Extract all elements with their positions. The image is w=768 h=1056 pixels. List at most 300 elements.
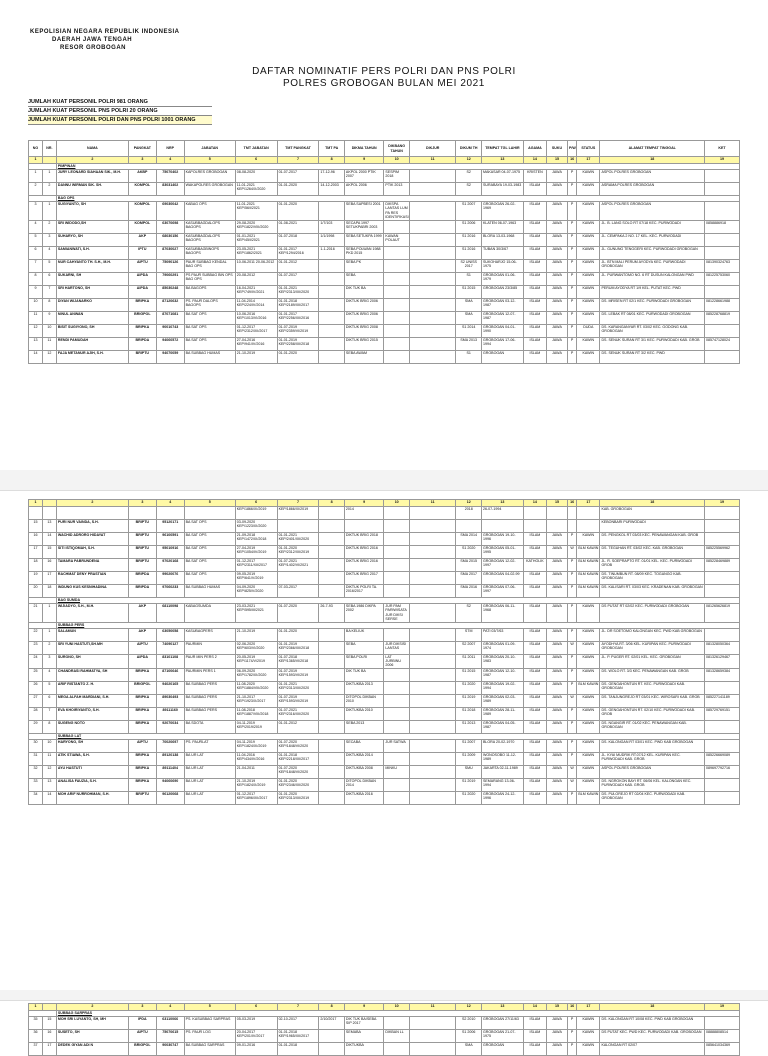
column-number: 12: [456, 1004, 482, 1011]
table-cell: S1 2020: [456, 546, 482, 559]
table-cell: [319, 681, 345, 694]
table-cell: JAWA: [547, 572, 568, 585]
table-cell: ISLAM: [523, 350, 546, 363]
table-cell: KAWIN: [577, 1030, 600, 1043]
table-cell: 96100591: [156, 533, 184, 546]
column-number: 18: [600, 500, 705, 507]
column-number: 18: [600, 1004, 705, 1011]
table-row: [29, 778, 740, 791]
column-header: TMT JABATAN: [235, 141, 277, 157]
table-cell: JAWA: [547, 752, 568, 765]
table-cell: [567, 507, 576, 520]
table-cell: W: [567, 641, 576, 654]
table-cell: GROBOGAN 12-07-1987: [481, 311, 523, 324]
table-cell: 01-01-2020 KEP/2313/XII/2019: [277, 791, 319, 804]
table-cell: KAWAN POLAUT: [384, 233, 410, 246]
table-cell: 17: [29, 546, 43, 559]
column-number-row: [29, 157, 740, 164]
table-cell: 16: [42, 559, 56, 572]
column-number: 6: [235, 1004, 277, 1011]
table-row: [29, 520, 740, 533]
table-cell: [705, 1017, 740, 1030]
table-cell: SMA 2013: [456, 337, 482, 350]
table-cell: BRIPTU: [128, 533, 156, 546]
table-cell: BRIPKA: [128, 298, 156, 311]
table-cell: P: [567, 654, 576, 668]
table-cell: 25: [29, 668, 43, 681]
table-cell: 89111404: [156, 765, 184, 778]
org-line: KEPOLISIAN NEGARA REPUBLIK INDONESIA: [30, 29, 180, 35]
table-cell: 27-04-2019 KEP/1054/IV/2019: [235, 546, 277, 559]
table-cell: JL. CEMPAKA 2 NO. 17 KEL. KEC. PURWODADI: [600, 233, 705, 246]
table-cell: BRIGPOL: [128, 681, 156, 694]
table-cell: 081328050364: [705, 641, 740, 654]
table-cell: [319, 572, 345, 585]
table-cell: DIKTUK BRIG 2006: [344, 311, 384, 324]
table-cell: BA SAT OPS: [184, 533, 235, 546]
table-cell: ASRAMA POLRES GROBOGAN: [600, 183, 705, 196]
table-cell: [705, 324, 740, 337]
table-cell: JUR PAM PARIWISATA JUR DIKSI SERSE: [384, 604, 410, 623]
table-cell: 22: [29, 628, 43, 641]
table-cell: SAMIANWATI, S.H.: [56, 246, 128, 259]
table-cell: KABAGSUMDA: [184, 604, 235, 623]
table-cell: S1 2020: [456, 681, 482, 694]
table-cell: 12: [42, 350, 56, 363]
table-cell: 01-01-2018 KEP/2218/XII/2017: [277, 752, 319, 765]
column-number: 8: [319, 500, 345, 507]
table-cell: JL. DR SOETOMO KALONGAN KEC. PWD KAB GROBOGAN: [600, 628, 705, 641]
document-title: [0, 66, 768, 90]
table-cell: BRIPKA: [128, 752, 156, 765]
table-cell: JUR DIKSISI LANTAS: [384, 641, 410, 654]
table-cell: BA KELIUK: [344, 628, 384, 641]
table-row: [29, 765, 740, 778]
table-cell: [705, 778, 740, 791]
table-cell: 01-01-2020 KEP/2312/XII/2019: [277, 546, 319, 559]
table-cell: JAWA: [547, 720, 568, 733]
table-cell: 01-07-2018 KEP/1365/VI/2018: [277, 654, 319, 668]
table-cell: 31: [29, 752, 43, 765]
table-cell: [409, 246, 455, 259]
table-cell: 96120068: [156, 791, 184, 804]
table-cell: JAWA: [547, 585, 568, 598]
table-cell: DIKTUK BRIG 2006: [344, 298, 384, 311]
table-cell: [384, 311, 410, 324]
table-cell: 99020076: [156, 572, 184, 585]
table-cell: 07-03-2017: [277, 585, 319, 598]
table-cell: INDUNG KUS KESNIHADINA: [56, 585, 128, 598]
table-cell: 20-04-2017 KEP/201/IV/2017: [235, 1030, 277, 1043]
table-cell: [384, 752, 410, 765]
table-cell: BISIT SUGIYONO, SH: [56, 324, 128, 337]
table-cell: ISLAM: [523, 641, 546, 654]
table-cell: FAJA METANUR AJIH, S.H.: [56, 350, 128, 363]
table-cell: KAWIN: [577, 694, 600, 707]
table-cell: [319, 765, 345, 778]
table-cell: KALONGAN RT 02/07: [600, 1043, 705, 1056]
column-header: TMT PA: [319, 141, 345, 157]
table-cell: 01-01-2020 KEP/2346/XII/2020: [277, 778, 319, 791]
table-cell: P: [567, 668, 576, 681]
table-cell: DIKTUKBA: [344, 1043, 384, 1056]
table-row: [29, 183, 740, 196]
table-cell: P: [567, 720, 576, 733]
table-cell: [319, 259, 345, 272]
table-cell: 081326129467: [705, 654, 740, 668]
table-cell: [409, 1017, 455, 1030]
table-cell: KAWIN: [577, 765, 600, 778]
section-label: BAG OPS: [56, 196, 739, 202]
table-cell: 21-04-2011: [235, 765, 277, 778]
column-number: 17: [577, 500, 600, 507]
table-row: [29, 170, 740, 183]
table-cell: [409, 533, 455, 546]
table-cell: 29-08-2020 KEP/1822/VIII/2020: [235, 220, 277, 233]
column-number: 11: [409, 157, 455, 164]
column-header: DIKJUR: [409, 141, 455, 157]
table-cell: W: [567, 778, 576, 791]
table-cell: [384, 559, 410, 572]
table-cell: 15: [42, 546, 56, 559]
column-header: JABATAN: [184, 141, 235, 157]
table-cell: [409, 654, 455, 668]
table-cell: BA BAGOPS: [184, 285, 235, 298]
column-number: 13: [481, 1004, 523, 1011]
table-cell: 14: [42, 533, 56, 546]
table-cell: PS. PAUR LOG: [184, 1030, 235, 1043]
table-cell: GROBOGAN 24-12-1996: [481, 791, 523, 804]
table-cell: [384, 1017, 410, 1030]
table-cell: [384, 791, 410, 804]
table-row: [29, 752, 740, 765]
table-cell: 11: [42, 337, 56, 350]
table-cell: SMA 2017: [456, 572, 482, 585]
table-cell: ISLAM: [523, 298, 546, 311]
table-cell: ISLAM: [523, 720, 546, 733]
personnel-summary: [28, 98, 212, 125]
page-gap: [0, 470, 768, 490]
table-cell: [29, 507, 43, 520]
table-cell: [705, 202, 740, 221]
table-cell: 05-03-2019: [235, 1017, 277, 1030]
table-cell: 94020165: [156, 681, 184, 694]
table-cell: [277, 572, 319, 585]
table-row: [29, 507, 740, 520]
table-cell: [456, 520, 482, 533]
column-number: 11: [409, 1004, 455, 1011]
table-row: [29, 681, 740, 694]
table-cell: 87120632: [156, 298, 184, 311]
table-cell: [705, 170, 740, 183]
column-number: 9: [344, 157, 384, 164]
column-number: 2: [56, 500, 128, 507]
table-cell: ISLAM: [523, 681, 546, 694]
table-cell: 14: [42, 791, 56, 804]
table-cell: 7: [29, 259, 43, 272]
table-cell: 01-07-2020 KEP/1848/VI/2020: [277, 765, 319, 778]
title-line: POLRES GROBOGAN BULAN MEI 2021: [283, 78, 485, 89]
table-cell: 97060233: [156, 585, 184, 598]
table-cell: [384, 520, 410, 533]
table-cell: JAWA: [547, 272, 568, 285]
table-cell: 01-01-2019 KEP/2258/XII/2018: [277, 337, 319, 350]
column-number: 8: [319, 157, 345, 164]
table-cell: BA UR LAT: [184, 752, 235, 765]
table-cell: P: [567, 533, 576, 546]
table-cell: SEBA PK: [344, 259, 384, 272]
table-cell: 21-10-2017 KEP/1923/X/2017: [235, 694, 277, 707]
table-cell: DIK TUK BA/SEBA SIP 2017: [344, 1017, 384, 1030]
table-cell: [319, 707, 345, 720]
table-cell: P: [567, 170, 576, 183]
table-cell: WONOSOBO 11-12-1989: [481, 752, 523, 765]
column-header: SUKU: [547, 141, 568, 157]
table-cell: BA SUBBAG PERS: [184, 707, 235, 720]
table-cell: [319, 694, 345, 707]
table-cell: 01-07-2021 KEP/1402/VI/2021: [277, 559, 319, 572]
table-cell: 35: [29, 1017, 43, 1030]
table-cell: KOMPOL: [128, 183, 156, 196]
table-cell: 085729769151: [705, 707, 740, 720]
table-cell: 04-11-2019 KEP/1824/XI/2019: [235, 739, 277, 752]
table-cell: ISLAM: [523, 183, 546, 196]
table-cell: [277, 520, 319, 533]
table-cell: 23-05-2021 KEP/1862/2021: [235, 246, 277, 259]
table-cell: KASUBBAGDALOPS BAGOPS: [184, 233, 235, 246]
table-cell: DITOPOL DIKBAN 2014: [344, 778, 384, 791]
table-cell: 17: [42, 572, 56, 585]
table-cell: [319, 272, 345, 285]
table-cell: JAWA: [547, 337, 568, 350]
table-cell: 15: [29, 520, 43, 533]
table-cell: KEP/1866/XI/2019: [235, 507, 277, 520]
table-cell: DIKTUK BRIG 2018: [344, 533, 384, 546]
column-header: KET: [705, 141, 740, 157]
table-cell: 12: [42, 765, 56, 778]
table-cell: DEDEK GIYAN ADI N: [56, 1043, 128, 1056]
table-row: [29, 559, 740, 572]
table-cell: BA SAT OPS: [184, 337, 235, 350]
table-cell: DS. KALISARI RT. 03/03 KEC. KRADENAN KAB. GROBOGAN: [600, 585, 705, 598]
table-cell: BA SDOTA: [184, 720, 235, 733]
table-cell: JAWA: [547, 641, 568, 654]
column-number: 14: [523, 1004, 546, 1011]
table-cell: JAWA: [547, 559, 568, 572]
table-cell: [705, 246, 740, 259]
column-number: 18: [600, 157, 705, 164]
column-number: [42, 1004, 56, 1011]
table-cell: 9: [29, 285, 43, 298]
table-cell: GROBOGAN 02-03-1989: [481, 694, 523, 707]
column-number: 15: [547, 157, 568, 164]
table-cell: WACHID ADRORO HIDAYAT: [56, 533, 128, 546]
document-page-3: [0, 1000, 768, 1047]
table-cell: 01-01-2018 KEP/2189/XII/2017: [277, 298, 319, 311]
table-cell: [384, 546, 410, 559]
table-cell: RACHMAT DENY PRASTIAN: [56, 572, 128, 585]
table-cell: AKP: [128, 628, 156, 641]
table-cell: BLORA 20-02-1970: [481, 739, 523, 752]
table-cell: 83031402: [156, 183, 184, 196]
table-cell: 21-09-2018 KEP/1472/IX/2018: [235, 533, 277, 546]
table-cell: 1-1-2016: [319, 246, 345, 259]
table-cell: DIK TUK BA: [344, 285, 384, 298]
table-cell: 8: [29, 272, 43, 285]
table-cell: ARIF RISTANTO Z. H.: [56, 681, 128, 694]
table-cell: 1: [42, 202, 56, 221]
table-cell: 20-05-2019 KEP/1174/V/2019: [235, 654, 277, 668]
table-cell: 15: [42, 1017, 56, 1030]
table-cell: 16-04-2021 KEP/749/IV/2021: [235, 285, 277, 298]
table-cell: SALAMUN: [56, 628, 128, 641]
table-cell: 27-04-2016 KEP/941/IV/2016: [235, 337, 277, 350]
table-cell: 11: [29, 311, 43, 324]
table-cell: 085226669089: [705, 752, 740, 765]
table-cell: DIKTUK BRIG 2017: [344, 572, 384, 585]
table-cell: GROBOGAN 21-07-1975: [481, 1030, 523, 1043]
table-cell: [409, 720, 455, 733]
table-cell: [409, 585, 455, 598]
table-cell: [409, 220, 455, 233]
table-cell: JAWA: [547, 668, 568, 681]
table-cell: 21-10-2019: [235, 628, 277, 641]
table-cell: [409, 668, 455, 681]
table-cell: AIPTU: [128, 259, 156, 272]
table-cell: 03-09-2020 KEP/1223/IX/2020: [235, 520, 277, 533]
table-cell: [344, 520, 384, 533]
table-cell: DITOPOL DIKBAN 2010: [344, 694, 384, 707]
table-cell: 10-06-2011 20-06-2012: [235, 259, 277, 272]
table-cell: BA SAT OPS: [184, 572, 235, 585]
table-cell: [384, 507, 410, 520]
table-cell: KLATEN 06-07-1963: [481, 220, 523, 233]
column-number: [42, 157, 56, 164]
table-cell: GROBOGAN 01-09-1974: [481, 641, 523, 654]
table-cell: AIPDA: [128, 654, 156, 668]
table-cell: KAWIN: [577, 1017, 600, 1030]
table-cell: [319, 533, 345, 546]
table-cell: S1 2020: [456, 791, 482, 804]
table-cell: DS. WOLO RT. 3/3 KEC. PENAWANGAN KAB. GROB: [600, 668, 705, 681]
table-cell: BRIPDA: [128, 585, 156, 598]
table-cell: 26-7-93: [319, 604, 345, 623]
table-cell: ISLAM: [523, 668, 546, 681]
table-cell: 89120138: [156, 752, 184, 765]
column-number: 6: [235, 500, 277, 507]
table-cell: 5: [29, 233, 43, 246]
table-row: [29, 533, 740, 546]
table-cell: 10: [29, 298, 43, 311]
table-row: [29, 233, 740, 246]
table-cell: 081228661988: [705, 298, 740, 311]
table-cell: EVA KHOIRIYANTO, S.H.: [56, 707, 128, 720]
table-cell: [409, 559, 455, 572]
table-cell: [409, 183, 455, 196]
table-row: [29, 1043, 740, 1056]
table-cell: 11-04-2014 KEP/224/IV/2014: [235, 298, 277, 311]
table-cell: P: [567, 350, 576, 363]
table-cell: 21-10-2019: [235, 350, 277, 363]
column-number: 9: [344, 500, 384, 507]
table-cell: BRIPKA: [128, 668, 156, 681]
table-cell: 01-01-2018: [277, 1043, 319, 1056]
table-cell: 13: [29, 337, 43, 350]
table-cell: S1 2006: [456, 220, 482, 233]
table-cell: 68030156: [156, 233, 184, 246]
table-cell: AYODHYA RT. 3/06 KEL. KURIPAN KEC. PURWODADI GROBOGAN: [600, 641, 705, 654]
table-cell: 11-08-2018 KEP/1887/VIII/2018: [235, 707, 277, 720]
table-cell: S1 2007: [456, 739, 482, 752]
table-cell: [547, 507, 568, 520]
table-cell: 63070698: [156, 220, 184, 233]
table-cell: ISLAM: [523, 337, 546, 350]
table-cell: [409, 628, 455, 641]
table-cell: [319, 720, 345, 733]
table-cell: [128, 507, 156, 520]
table-row: [29, 220, 740, 233]
table-cell: ISLAM: [523, 791, 546, 804]
table-cell: S1 2016: [456, 246, 482, 259]
table-cell: W: [567, 765, 576, 778]
column-header: DIKBANG TAHUN: [384, 141, 410, 157]
table-cell: 085228469889: [705, 559, 740, 572]
table-cell: KAWIN: [577, 311, 600, 324]
table-cell: 24: [29, 654, 43, 668]
table-cell: 33: [29, 778, 43, 791]
table-cell: [705, 183, 740, 196]
table-cell: 97020168: [156, 559, 184, 572]
table-cell: ISLAM: [523, 694, 546, 707]
table-row: [29, 720, 740, 733]
table-cell: JAWA: [547, 694, 568, 707]
table-row: [29, 546, 740, 559]
table-cell: NUR CAHYANTO TH. S.H., M.H.: [56, 259, 128, 272]
table-cell: ASPOL POLRES GROBOGAN: [600, 170, 705, 183]
table-cell: 01-07-2017: [277, 170, 319, 183]
table-cell: [705, 350, 740, 363]
table-cell: DIKTUKBA 2008: [344, 765, 384, 778]
table-cell: 06-09-2020 KEP/1782/IX/2020: [235, 668, 277, 681]
table-cell: 94060572: [156, 337, 184, 350]
table-row: [29, 246, 740, 259]
table-cell: 11-08-2020 KEP/1884/VIII/2020: [235, 681, 277, 694]
table-cell: P: [567, 1043, 576, 1056]
table-cell: 74090127: [156, 641, 184, 654]
table-cell: SEBA SAPBESI 2001: [344, 202, 384, 221]
table-cell: SUGIYANTO, SH: [56, 202, 128, 221]
table-cell: ISLAM: [523, 533, 546, 546]
table-cell: LAT JURBINU 2006: [384, 654, 410, 668]
table-cell: 17: [42, 1043, 56, 1056]
column-number: 4: [156, 157, 184, 164]
table-cell: 8: [42, 720, 56, 733]
table-cell: [705, 628, 740, 641]
table-cell: [384, 707, 410, 720]
table-cell: P: [567, 324, 576, 337]
table-cell: 63110066: [156, 1017, 184, 1030]
table-cell: [409, 259, 455, 272]
table-cell: 23: [29, 641, 43, 654]
table-cell: 21: [29, 604, 43, 623]
column-header: DIKUM TH: [456, 141, 482, 157]
table-cell: TUBAN 30/3/67: [481, 246, 523, 259]
table-cell: 2: [42, 220, 56, 233]
table-cell: 3: [42, 654, 56, 668]
table-cell: JAWA: [547, 324, 568, 337]
table-cell: ISLAM: [523, 233, 546, 246]
table-cell: BA SUBBAG PERS: [184, 681, 235, 694]
